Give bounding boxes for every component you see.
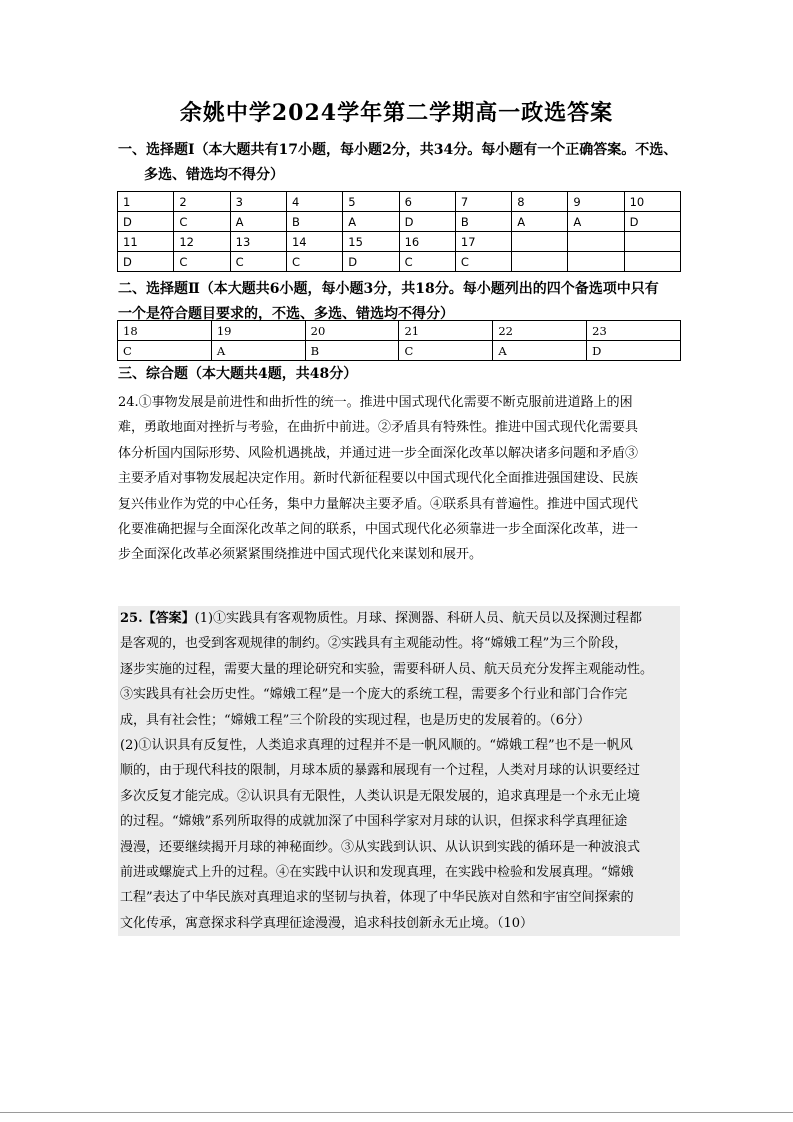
section2-heading-line1: 二、选择题Ⅱ（本大题共6小题，每小题3分，共18分。每小题列出的四个备选项中只有 bbox=[118, 281, 659, 297]
question-24-line: 化要准确把握与全面深化改革之间的联系，中国式现代化必须靠进一步全面深化改革，进一 bbox=[118, 522, 639, 538]
question-25-line bbox=[120, 606, 678, 631]
section2-table-cell: 18 bbox=[118, 321, 212, 341]
section1-table-cell: 2 bbox=[174, 192, 230, 212]
question-25-line: 成，具有社会性；“嫦娥工程”三个阶段的实现过程，也是历史的发展着的。（6分） bbox=[120, 712, 591, 728]
section1-table-cell: C bbox=[455, 252, 511, 272]
section1-table-cell bbox=[512, 252, 568, 272]
section2-table-cell: A bbox=[211, 341, 305, 361]
section1-table-cell: B bbox=[455, 212, 511, 232]
section1-table-cell: 5 bbox=[343, 192, 399, 212]
section1-table-cell: C bbox=[230, 252, 286, 272]
section1-table-cell: A bbox=[512, 212, 568, 232]
section1-table-cell: 12 bbox=[174, 232, 230, 252]
question-25-line: 逐步实施的过程，需要大量的理论研究和实验，需要科研人员、航天员充分发挥主观能动性。 bbox=[120, 661, 654, 677]
section2-table-row bbox=[118, 341, 681, 361]
section1-table-cell bbox=[624, 252, 680, 272]
section1-table-cell: D bbox=[118, 212, 174, 232]
section1-table-cell: C bbox=[174, 252, 230, 272]
section2-table-cell: A bbox=[493, 341, 587, 361]
section1-table-cell bbox=[624, 232, 680, 252]
question-24-answer bbox=[118, 390, 676, 568]
question-25-answer bbox=[118, 606, 680, 936]
section1-table-cell: 17 bbox=[455, 232, 511, 252]
section1-table-cell: A bbox=[230, 212, 286, 232]
section2-table-cell: 22 bbox=[493, 321, 587, 341]
section1-table-cell: D bbox=[118, 252, 174, 272]
section1-table-cell: C bbox=[286, 252, 342, 272]
question-25-line-text: (1)①实践具有客观物质性。月球、探测器、科研人员、航天员以及探测过程都 bbox=[194, 611, 643, 626]
section1-table-row bbox=[118, 252, 681, 272]
section1-table-cell: C bbox=[399, 252, 455, 272]
question-25-label: 25.【答案】 bbox=[120, 611, 195, 626]
question-24-line: 体分析国内国际形势、风险机遇挑战，并通过进一步全面深化改革以解决诸多问题和矛盾③ bbox=[118, 445, 639, 461]
section1-table-cell: D bbox=[624, 212, 680, 232]
question-24-line: 复兴伟业作为党的中心任务，集中力量解决主要矛盾。④联系具有普遍性。推进中国式现代 bbox=[118, 496, 639, 512]
section1-table-cell: 1 bbox=[118, 192, 174, 212]
section1-table-row bbox=[118, 192, 681, 212]
section1-table-cell: D bbox=[399, 212, 455, 232]
question-25-line: ③实践具有社会历史性。“嫦娥工程”是一个庞大的系统工程，需要多个行业和部门合作完 bbox=[120, 687, 628, 703]
section2-table-cell: B bbox=[305, 341, 399, 361]
section1-answer-table bbox=[117, 191, 681, 272]
section1-table-cell: 7 bbox=[455, 192, 511, 212]
section1-table-cell: 14 bbox=[286, 232, 342, 252]
section1-table-row bbox=[118, 212, 681, 232]
section1-table-cell: A bbox=[343, 212, 399, 232]
section1-heading-line1: 一、选择题Ⅰ（本大题共有17小题，每小题2分，共34分。每小题有一个正确答案。不选、 bbox=[118, 142, 678, 158]
section1-table-cell: 3 bbox=[230, 192, 286, 212]
section1-table-cell: 13 bbox=[230, 232, 286, 252]
question-25-line: 多次反复才能完成。②认识具有无限性，人类认识是无限发展的，追求真理是一个永无止境 bbox=[120, 788, 641, 804]
section1-table-cell: 4 bbox=[286, 192, 342, 212]
section1-table-cell: B bbox=[286, 212, 342, 232]
section2-table-cell: 23 bbox=[587, 321, 681, 341]
question-24-line: 主要矛盾对事物发展起决定作用。新时代新征程要以中国式现代化全面推进强国建设、民族 bbox=[118, 471, 639, 487]
section2-table-cell: 20 bbox=[305, 321, 399, 341]
section2-table-cell: 19 bbox=[211, 321, 305, 341]
question-25-line: 工程”表达了中华民族对真理追求的坚韧与执着，体现了中华民族对自然和宇宙空间探索的 bbox=[120, 890, 634, 906]
question-25-line: 是客观的，也受到客观规律的制约。②实践具有主观能动性。将“嫦娥工程”为三个阶段， bbox=[120, 636, 628, 652]
question-25-line: 前进或螺旋式上升的过程。④在实践中认识和发现真理，在实践中检验和发展真理。“嫦娥 bbox=[120, 865, 634, 881]
question-25-line: 漫漫，还要继续揭开月球的神秘面纱。③从实践到认识、从认识到实践的循环是一种波浪式 bbox=[120, 839, 641, 855]
section1-heading-line2: 多选、错选均不得分） bbox=[144, 167, 284, 183]
section1-table-cell: 11 bbox=[118, 232, 174, 252]
question-25-line: 的过程。“嫦娥”系列所取得的成就加深了中国科学家对月球的认识，但探求科学真理征途 bbox=[120, 814, 628, 830]
section1-table-cell: 9 bbox=[568, 192, 624, 212]
section2-heading-line2: 一个是符合题目要求的，不选、多选、错选均不得分） bbox=[118, 306, 454, 322]
section2-table-cell: D bbox=[587, 341, 681, 361]
question-24-line: 24.①事物发展是前进性和曲折性的统一。推进中国式现代化需要不断克服前进道路上的困 bbox=[118, 395, 633, 410]
page-bottom-divider bbox=[0, 1112, 793, 1113]
page-title: 余姚中学2024学年第二学期高一政选答案 bbox=[179, 100, 614, 126]
section1-table-cell: A bbox=[568, 212, 624, 232]
question-25-line: (2)①认识具有反复性，人类追求真理的过程并不是一帆风顺的。“嫦娥工程”也不是一帆风 bbox=[120, 738, 633, 754]
section1-table-cell: 10 bbox=[624, 192, 680, 212]
section1-table-cell: C bbox=[174, 212, 230, 232]
section2-answer-table bbox=[117, 320, 681, 361]
section2-table-cell: C bbox=[118, 341, 212, 361]
section1-heading bbox=[118, 138, 688, 188]
section1-table-cell: 16 bbox=[399, 232, 455, 252]
section1-table-row bbox=[118, 232, 681, 252]
section3-heading: 三、综合题（本大题共4题，共48分） bbox=[118, 366, 358, 382]
section1-table-cell bbox=[568, 252, 624, 272]
section1-table-cell bbox=[568, 232, 624, 252]
question-25-line: 顺的，由于现代科技的限制，月球本质的暴露和展现有一个过程，人类对月球的认识要经过 bbox=[120, 763, 641, 779]
section2-table-cell: 21 bbox=[399, 321, 493, 341]
section1-table-cell: 8 bbox=[512, 192, 568, 212]
section1-table-cell: 15 bbox=[343, 232, 399, 252]
section2-table-cell: C bbox=[399, 341, 493, 361]
section2-table-row bbox=[118, 321, 681, 341]
question-24-line: 步全面深化改革必须紧紧围绕推进中国式现代化来谋划和展开。 bbox=[118, 547, 483, 563]
section1-table-cell: 6 bbox=[399, 192, 455, 212]
question-25-line: 文化传承，寓意探求科学真理征途漫漫，追求科技创新永无止境。（10） bbox=[120, 915, 534, 931]
question-24-line: 难，勇敢地面对挫折与考验，在曲折中前进。②矛盾具有特殊性。推进中国式现代化需要具 bbox=[118, 420, 639, 436]
section1-table-cell: D bbox=[343, 252, 399, 272]
section1-table-cell bbox=[512, 232, 568, 252]
